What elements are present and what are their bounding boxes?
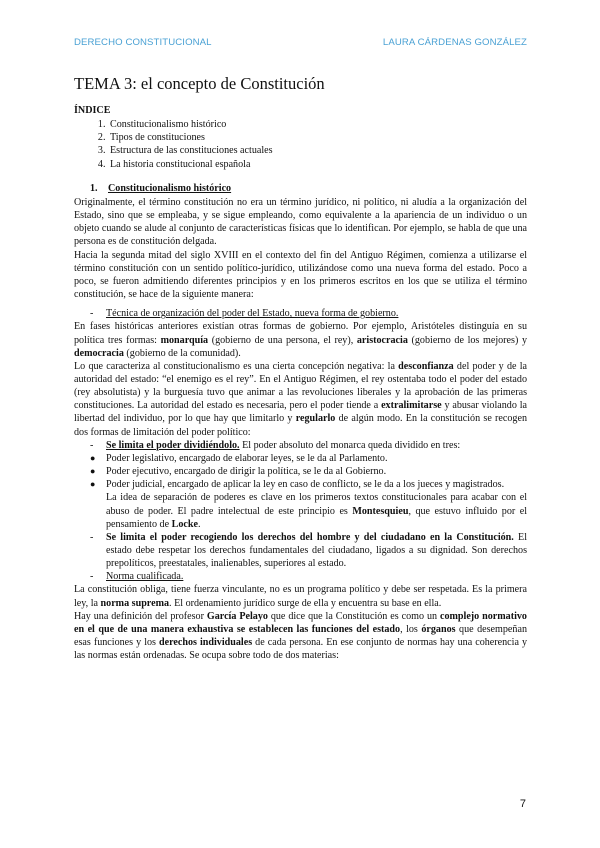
bullet-item: ● Poder ejecutivo, encargado de dirigir la política, se le da al Gobierno. (90, 466, 387, 478)
header-course: DERECHO CONSTITUCIONAL (74, 37, 212, 48)
section-title: Constitucionalismo histórico (108, 182, 232, 194)
paragraph-origin: Originalmente, el término constitución no era un término jurídico, ni político, ni aludía a la organización del Estado, sino que se empleaba, y se sigue empleando, como equivalente a la apariencia de un individuo o un objeto cuando se alude al conjunto de características físicas que lo identifican. Por ejemplo, se habla de que una persona es de constitución delgada. (74, 196, 527, 248)
dash-item-bold: Se limita el poder recogiendo los derechos del hombre y del ciudadano en la Constitución. (106, 531, 514, 543)
header-author: LAURA CÁRDENAS GONZÁLEZ (382, 37, 527, 48)
page-number: 7 (519, 798, 526, 810)
index-item: 1. Constitucionalismo histórico (108, 118, 527, 131)
dash-item-text: Norma cualificada. (106, 571, 184, 583)
paragraph-xviii: Hacia la segunda mitad del siglo XVIII en el contexto del fin del Antiguo Régimen, comienza a utilizarse el término constitución con un sentido político-jurídico, utilizándose como una nueva forma del estado. Poco a poco, se fueron admitiendo diferentes principios y en los primeros escritos en los que se utiliza el término constitución, se hace de la siguiente manera: (74, 249, 527, 301)
dash-item-norma: - Norma cualificada. (74, 570, 527, 583)
dash-item-bold: Se limita el poder dividiéndolo. (106, 439, 240, 451)
page-title: TEMA 3: el concepto de Constitución (74, 74, 325, 93)
dash-item-organizacion: - Técnica de organización del poder del Estado, nueva forma de gobierno. (74, 307, 527, 320)
paragraph-aristoteles: En fases históricas anteriores existían otras formas de gobierno. Por ejemplo, Aristóteles distinguía en su política tres formas: monarquía (gobierno de una persona, el rey), aristocracia (gobierno de los mejores) y democracia (gobierno de la comunidad). (74, 321, 527, 359)
section-heading (74, 182, 527, 195)
paragraph-garcia-pelayo: Hay una definición del profesor García Pelayo que dice que la Constitución es como un complejo normativo en el que de una manera exhaustiva se establecen las funciones del estado, los órganos que desempeñan esas funciones y los derechos individuales de cada persona. En ese conjunto de normas hay una coherencia y las normas están ordenadas. Se ocupa sobre todo de dos materias: (74, 610, 527, 662)
index-heading: ÍNDICE (74, 105, 111, 116)
paragraph-desconfianza: Lo que caracteriza al constitucionalismo es una cierta concepción negativa: la desconfianza del poder y de la autoridad del estado: “el enemigo es el rey”. En el Antiguo Régimen, el rey ostentaba todo el poder del estado (rey absolutista) y la burguesía tuvo que animar a las revoluciones liberales y la aprobación de las primeras constituciones. La autoridad del estado es necesaria, pero el poder tiende a extralimitarse y abusar violando la libertad del individuo, por lo que hay que limitarlo y regularlo de algún modo. En la constitución se recogen dos formas de limitación del poder político: (74, 360, 528, 438)
bullet-item: ● Poder judicial, encargado de aplicar la ley en caso de conflicto, se le da a los jueces y magistrados. (90, 479, 505, 491)
section-number: 1. (90, 182, 98, 194)
dash-item-text: Técnica de organización del poder del Estado, nueva forma de gobierno. (106, 308, 399, 320)
index-item: 3. Estructura de las constituciones actuales (108, 144, 527, 157)
page-header (74, 37, 527, 48)
bullet-item: ● Poder legislativo, encargado de elaborar leyes, se le da al Parlamento. (90, 452, 388, 464)
index-item: 4. La historia constitucional española (108, 158, 527, 171)
page-content (74, 74, 527, 662)
index-item: 2. Tipos de constituciones (108, 131, 527, 144)
paragraph-norma-suprema: La constitución obliga, tiene fuerza vinculante, no es un programa político y debe ser respetada. Es la primera ley, la norma suprema. El ordenamiento jurídico surge de ella y encuentra su base en ella. (74, 584, 527, 609)
dash-item-division: - Se limita el poder dividiéndolo. El poder absoluto del monarca queda dividido en tres: (90, 439, 461, 451)
dash-item-derechos: - Se limita el poder recogiendo los derechos del hombre y del ciudadano en la Constitución. El estado debe respetar los derechos fundamentales del ciudadano, ligados a su dignidad. Son derechos prepolíticos, preestatales, inalienables, superiores al estado. (90, 531, 528, 570)
index-list (74, 118, 527, 171)
paragraph-montesquieu: La idea de separación de poderes es clave en los primeros textos constitucionales para acabar con el abuso de poder. El padre intelectual de este principio es Montesquieu, que estuvo influido por el pensamiento de Locke. (106, 492, 527, 530)
